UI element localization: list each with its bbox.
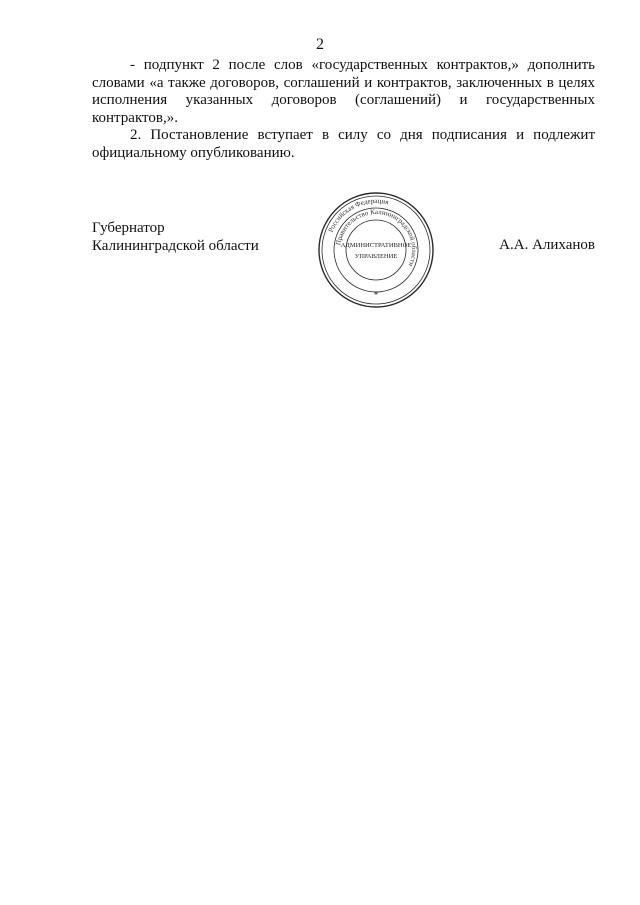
seal-center-line2: УПРАВЛЕНИЕ <box>354 253 398 260</box>
signatory-title <box>92 220 259 255</box>
document-body <box>92 57 595 162</box>
seal-ring-text: Правительство Калининградской области <box>334 207 419 268</box>
seal-center-line1: АДМИНИСТРАТИВНОЕ <box>340 242 412 249</box>
signatory-name: А.А. Алиханов <box>499 237 595 253</box>
signatory-title-line2: Калининградской области <box>92 237 259 254</box>
page-number: 2 <box>316 36 324 53</box>
signatory-title-line1: Губернатор <box>92 220 165 236</box>
seal-outer-text: Российская Федерация <box>326 196 390 234</box>
paragraph-amendment: - подпункт 2 после слов «государственных контрактов,» дополнить словами «а также договоров, соглашений и контрактов, заключенных в целях исполнения указанных договоров (соглашений) и государственных контрактов,». <box>92 57 595 126</box>
paragraph-effective-date: 2. Постановление вступает в силу со дня подписания и подлежит официальному опубликованию. <box>92 127 595 161</box>
official-seal <box>316 190 436 310</box>
seal-star-icon: * <box>373 290 379 300</box>
